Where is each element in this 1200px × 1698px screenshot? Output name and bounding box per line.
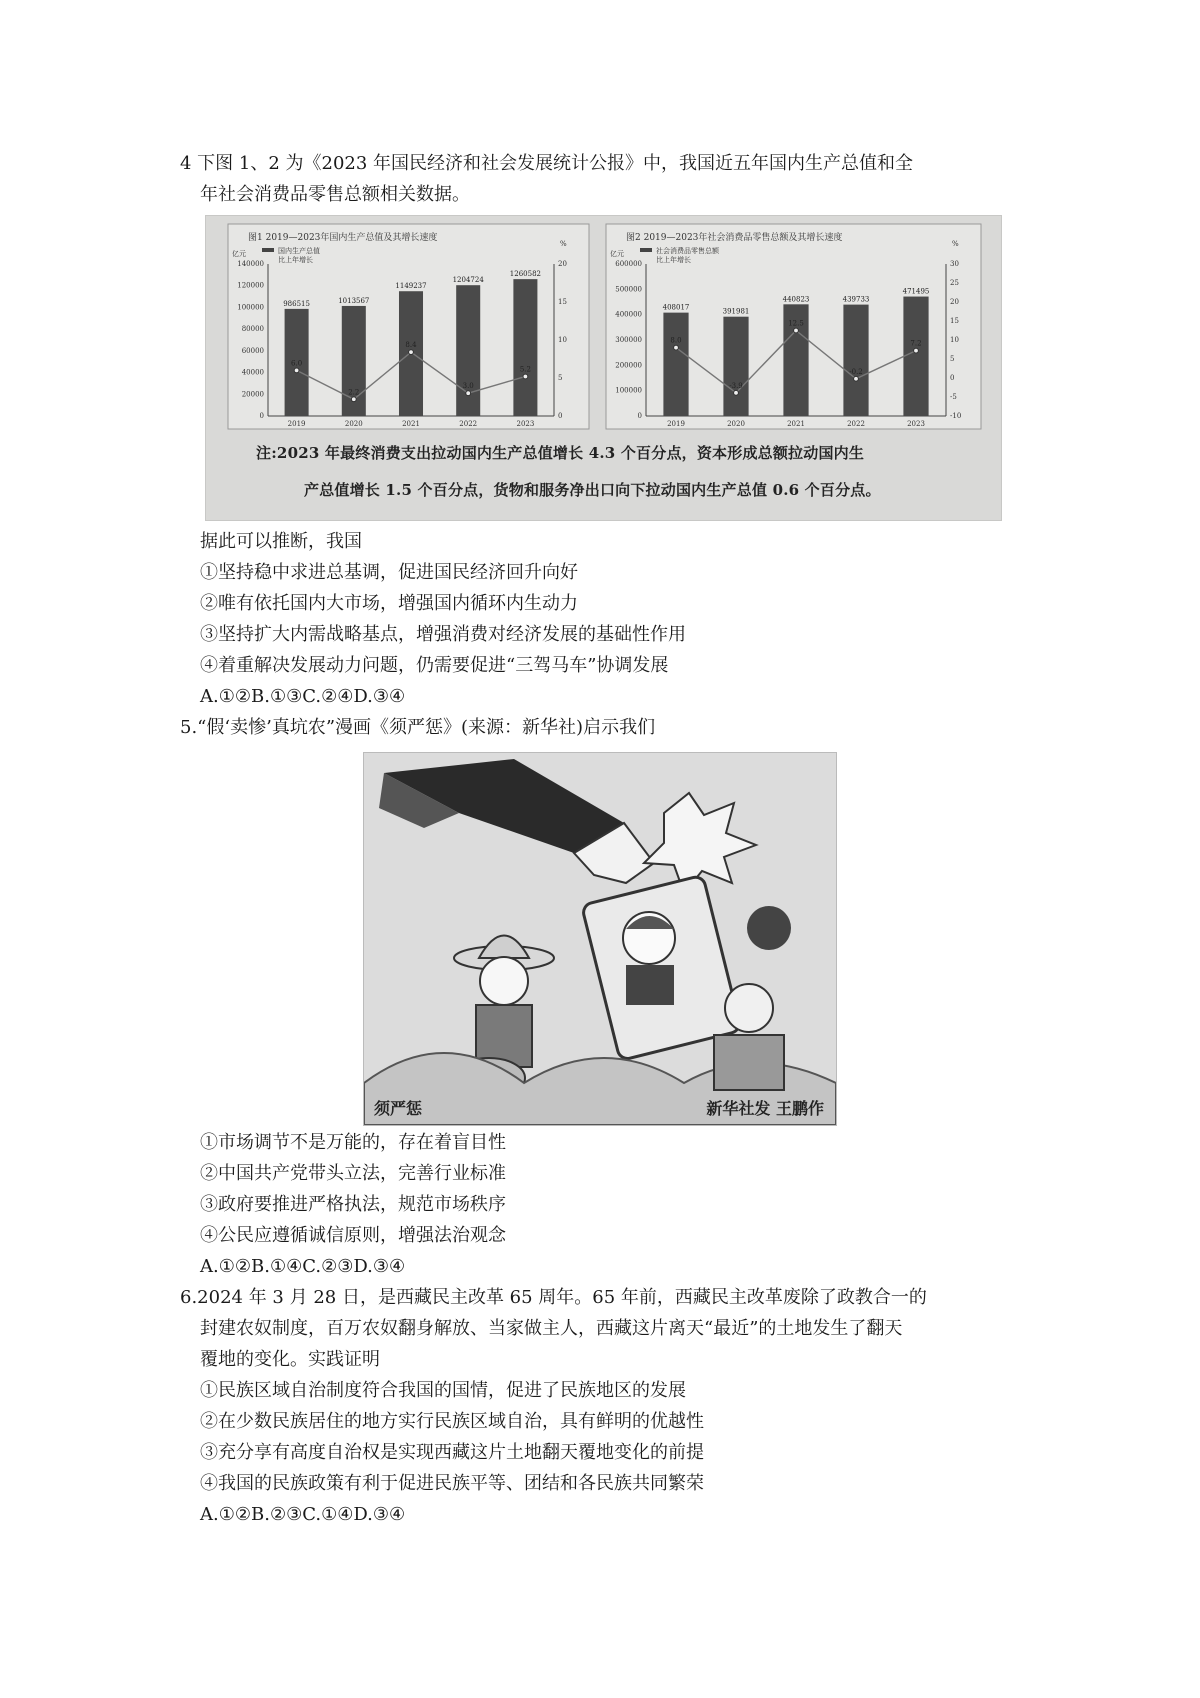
q4-option-4: ④着重解决发展动力问题，仍需要促进“三驾马车”协调发展 <box>200 655 669 676</box>
chart1-xtick: 2021 <box>402 420 420 428</box>
q6-option-4: ④我国的民族政策有利于促进民族平等、团结和各民族共同繁荣 <box>200 1473 704 1494</box>
q4-stem-line1: 4 下图 1、2 为《2023 年国民经济和社会发展统计公报》中，我国近五年国内生产总值和全 <box>180 153 914 174</box>
chart2-growth-label: -3.9 <box>729 381 743 390</box>
chart2-xtick: 2021 <box>787 420 805 428</box>
q6-stem-line2: 封建农奴制度，百万农奴翻身解放、当家做主人，西藏这片离天“最近”的土地发生了翻天 <box>200 1318 903 1339</box>
chart1-bar-label: 1013567 <box>338 296 370 305</box>
chart2-ytick-left: 100000 <box>615 386 642 395</box>
chart2-bar <box>723 317 748 416</box>
q4-answers: A.①②B.①③C.②④D.③④ <box>200 686 406 707</box>
chart2-legend-line: 比上年增长 <box>656 256 691 264</box>
q5-option-1: ①市场调节不是万能的，存在着盲目性 <box>200 1132 506 1153</box>
chart1-growth-label: 2.2 <box>348 388 360 397</box>
chart2-bar-label: 440823 <box>782 295 810 304</box>
chart1-growth-point <box>294 368 299 373</box>
chart2-legend-bar: 社会消费品零售总额 <box>656 247 719 255</box>
chart1-bar-label: 1149237 <box>395 282 427 291</box>
chart1-legend-bar: 国内生产总值 <box>278 247 320 255</box>
cartoon-title: 须严惩 <box>374 1099 423 1118</box>
chart1-legend-line: 比上年增长 <box>278 256 313 264</box>
q6-option-3: ③充分享有高度自治权是实现西藏这片土地翻天覆地变化的前提 <box>200 1442 704 1463</box>
chart1-ytick-right: 10 <box>558 336 567 344</box>
chart1-bar <box>513 279 537 416</box>
chart1-xtick: 2023 <box>516 420 535 428</box>
chart2-bar-label: 471495 <box>902 287 930 296</box>
chart1-ytick-left: 80000 <box>241 325 264 334</box>
chart1-xtick: 2022 <box>459 420 478 428</box>
q6-stem-line3: 覆地的变化。实践证明 <box>200 1349 380 1370</box>
chart2-ytick-left: 500000 <box>615 285 642 294</box>
chart1-unit-right: % <box>560 240 567 248</box>
chart-note-line1: 注:2023 年最终消费支出拉动国内生产总值增长 4.3 个百分点，资本形成总额拉动国内生 <box>256 444 865 462</box>
q6-option-2: ②在少数民族居住的地方实行民族区域自治，具有鲜明的优越性 <box>200 1411 704 1432</box>
q5-option-2: ②中国共产党带头立法，完善行业标准 <box>200 1163 506 1184</box>
chart1-growth-label: 6.0 <box>291 359 303 368</box>
chart1-unit-left: 亿元 <box>232 250 246 258</box>
q5-answers: A.①②B.①④C.②③D.③④ <box>200 1256 406 1277</box>
chart1-ytick-left: 20000 <box>241 390 264 399</box>
chart2-bar-label: 391981 <box>722 307 750 316</box>
q4-option-3: ③坚持扩大内需战略基点，增强消费对经济发展的基础性作用 <box>200 624 686 645</box>
chart1-growth-point <box>409 350 414 355</box>
chart2-bar <box>843 305 868 416</box>
chart2-ytick-right: 15 <box>950 317 959 325</box>
chart2-growth-label: 8.0 <box>670 336 682 345</box>
chart1-bar <box>456 285 480 416</box>
chart2-growth-point <box>674 345 679 350</box>
chart1-xtick: 2020 <box>344 420 363 428</box>
chart1-ytick-right: 5 <box>558 374 563 382</box>
chart-note-line2: 产总值增长 1.5 个百分点，货物和服务净出口向下拉动国内生产总值 0.6 个百分点。 <box>304 481 881 499</box>
chart2-bar-label: 408017 <box>662 303 690 312</box>
chart1-ytick-right: 15 <box>558 298 567 306</box>
chart2-title: 图2 2019—2023年社会消费品零售总额及其增长速度 <box>626 233 843 243</box>
q6-option-1: ①民族区域自治制度符合我国的国情，促进了民族地区的发展 <box>200 1380 686 1401</box>
cartoon-credit: 新华社发 王鹏作 <box>706 1099 824 1118</box>
chart2-growth-label: -0.2 <box>849 367 863 376</box>
chart1-legend-swatch <box>262 248 274 252</box>
q5-stem: 5.“假‘卖惨’真坑农”漫画《须严惩》(来源：新华社)启示我们 <box>180 717 656 738</box>
chart2-growth-point <box>734 390 739 395</box>
chart1-ytick-left: 40000 <box>241 368 264 377</box>
chart2-xtick: 2022 <box>847 420 865 428</box>
chart1-bar-label: 1260582 <box>509 270 541 279</box>
chart1-ytick-left: 120000 <box>237 281 264 290</box>
chart1-bar-label: 1204724 <box>452 276 484 285</box>
chart1-ytick-left: 60000 <box>241 346 264 355</box>
chart2-ytick-left: 300000 <box>615 336 642 344</box>
chart1-ytick-left: 0 <box>259 412 264 420</box>
q5-option-4: ④公民应遵循诚信原则，增强法治观念 <box>200 1225 506 1246</box>
q6-stem-line1: 6.2024 年 3 月 28 日，是西藏民主改革 65 周年。65 年前，西藏民主改革废除了政教合一的 <box>180 1287 927 1308</box>
q4-stem-line2: 年社会消费品零售总额相关数据。 <box>200 184 470 205</box>
chart1-ytick-left: 140000 <box>237 260 264 268</box>
chart1-bar-label: 986515 <box>283 299 310 308</box>
chart1-title: 图1 2019—2023年国内生产总值及其增长速度 <box>248 233 438 243</box>
chart2-growth-label: 7.2 <box>910 339 922 348</box>
chart2-ytick-right: 30 <box>950 260 959 268</box>
chart2-ytick-left: 400000 <box>615 310 642 319</box>
chart2-xtick: 2023 <box>907 420 925 428</box>
chart2-ytick-right: -10 <box>950 412 962 420</box>
chart2-xtick: 2019 <box>667 420 685 428</box>
q4-option-1: ①坚持稳中求进总基调，促进国民经济回升向好 <box>200 562 578 583</box>
chart2-xtick: 2020 <box>727 420 745 428</box>
chart2-growth-point <box>914 348 919 353</box>
chart2-growth-point <box>854 376 859 381</box>
q4-lead: 据此可以推断，我国 <box>200 531 362 552</box>
chart1-growth-point <box>466 391 471 396</box>
chart1-xtick: 2019 <box>287 420 306 428</box>
chart1-growth-label: 3.0 <box>462 382 474 391</box>
chart2-ytick-right: 20 <box>950 298 959 306</box>
chart1-growth-point <box>351 397 356 402</box>
chart2-bar <box>663 313 688 416</box>
chart2-growth-point <box>794 328 799 333</box>
chart2-unit-left: 亿元 <box>610 250 624 258</box>
chart1-ytick-left: 100000 <box>237 303 264 312</box>
q6-answers: A.①②B.②③C.①④D.③④ <box>200 1504 406 1525</box>
charts-svg <box>206 216 1001 431</box>
cartoon-figure <box>363 752 837 1126</box>
chart2-ytick-right: 10 <box>950 336 959 344</box>
chart2-unit-right: % <box>952 240 959 248</box>
chart2-ytick-right: 25 <box>950 279 959 287</box>
q4-option-2: ②唯有依托国内大市场，增强国内循环内生动力 <box>200 593 578 614</box>
cartoon-drawing <box>364 753 836 1125</box>
chart2-ytick-left: 0 <box>637 412 642 420</box>
chart2-ytick-right: 0 <box>950 374 955 382</box>
q5-option-3: ③政府要推进严格执法，规范市场秩序 <box>200 1194 506 1215</box>
chart2-ytick-left: 600000 <box>615 260 642 268</box>
chart2-ytick-right: -5 <box>950 393 957 401</box>
chart2-bar-label: 439733 <box>842 295 870 304</box>
chart1-growth-label: 5.2 <box>519 365 531 374</box>
chart1-ytick-right: 0 <box>558 412 563 420</box>
chart1-growth-label: 8.4 <box>405 341 417 350</box>
chart1-ytick-right: 20 <box>558 260 567 268</box>
chart2-ytick-left: 200000 <box>615 361 642 370</box>
statistics-charts-figure <box>205 215 1002 521</box>
chart2-bar <box>903 297 928 416</box>
chart1-growth-point <box>523 374 528 379</box>
chart2-growth-label: 12.5 <box>788 319 804 328</box>
chart2-ytick-right: 5 <box>950 355 955 363</box>
chart2-legend-swatch <box>640 248 652 252</box>
